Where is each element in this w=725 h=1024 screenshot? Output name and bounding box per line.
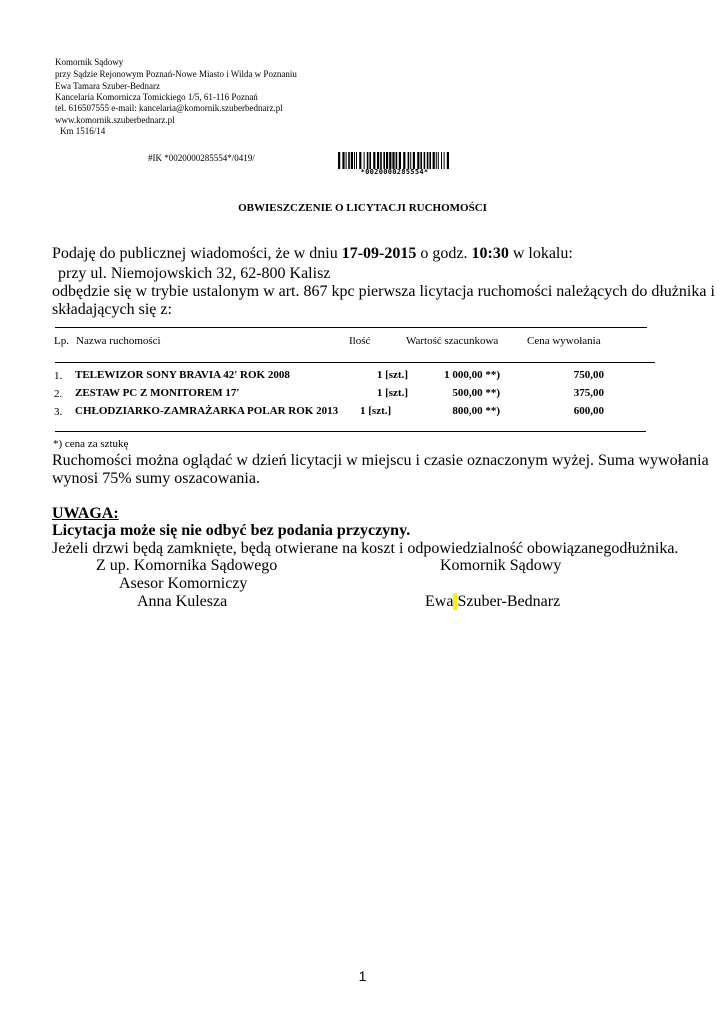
letterhead-line: Ewa Tamara Szuber-Bednarz	[55, 81, 160, 91]
warning-heading: UWAGA:	[52, 505, 119, 522]
row-qty: 1 [szt.]	[376, 387, 408, 399]
barcode	[338, 152, 451, 177]
col-name: Nazwa ruchomości	[76, 335, 161, 347]
intro-line-3: odbędzie się w trybie ustalonym w art. 867 kpc pierwsza licytacja ruchomości należących do dłużnika i	[52, 283, 715, 300]
row-name: CHŁODZIARKO-ZAMRAŻARKA POLAR ROK 2013	[75, 405, 339, 417]
case-number: Km 1516/14	[60, 126, 106, 136]
col-value: Wartość szacunkowa	[406, 335, 499, 347]
intro-line-1	[52, 245, 573, 263]
col-price: Cena wywołania	[527, 335, 601, 347]
intro-text: Podaję do publicznej wiadomości, że w dniu	[52, 245, 342, 262]
row-value: 800,00 **)	[452, 405, 500, 417]
signature-right-title: Komornik Sądowy	[440, 557, 562, 574]
row-qty: 1 [szt.]	[376, 369, 408, 381]
letterhead-line: przy Sądzie Rejonowym Poznań-Nowe Miasto i Wilda w Poznaniu	[55, 69, 297, 79]
signature-first-name: Ewa	[425, 593, 454, 610]
row-value: 500,00 **)	[452, 387, 500, 399]
barcode-number: *0020000285554*	[360, 168, 429, 176]
auction-date: 17-09-2015	[341, 245, 417, 262]
row-lp: 2.	[54, 388, 63, 400]
page-number: 1	[358, 968, 367, 984]
intro-text: o godz.	[416, 245, 472, 262]
col-lp: Lp.	[54, 335, 69, 347]
signature-left-line: Asesor Komorniczy	[119, 575, 248, 592]
viewing-line-2: wynosi 75% sumy oszacowania.	[52, 470, 260, 487]
auction-address: przy ul. Niemojowskich 32, 62-800 Kalisz	[58, 265, 331, 282]
row-price: 750,00	[573, 369, 604, 381]
letterhead-line: tel. 616507555 e-mail: kancelaria@komornik.szuberbednarz.pl	[55, 103, 283, 113]
letterhead-line: Komornik Sądowy	[55, 57, 124, 67]
signature-last-name: Szuber-Bednarz	[457, 593, 561, 610]
auction-time: 10:30	[471, 245, 509, 262]
letterhead-line: www.komornik.szuberbednarz.pl	[55, 115, 175, 125]
signature-left-name: Anna Kulesza	[137, 593, 228, 610]
row-qty: 1 [szt.]	[360, 405, 392, 417]
letterhead-line: Kancelaria Komornicza Tomickiego 1/5, 61-116 Poznań	[55, 92, 258, 102]
table-header-rule	[55, 362, 655, 363]
intro-text: w lokalu:	[508, 245, 573, 262]
page-title: OBWIESZCZENIE O LICYTACJI RUCHOMOŚCI	[238, 202, 487, 214]
footnote: *) cena za sztukę	[53, 438, 129, 450]
row-name: ZESTAW PC Z MONITOREM 17'	[75, 387, 240, 399]
viewing-line-1: Ruchomości można oglądać w dzień licytacji w miejscu i czasie oznaczonym wyżej. Suma wywołania	[52, 452, 709, 469]
row-lp: 3.	[54, 406, 63, 418]
table-bottom-rule	[55, 431, 646, 432]
signature-right-name	[425, 593, 560, 611]
signature-left-line: Z up. Komornika Sądowego	[96, 557, 278, 574]
row-lp: 1.	[54, 370, 63, 382]
ik-code: #IK *0020000285554*/0419/	[148, 153, 255, 163]
row-name: TELEWIZOR SONY BRAVIA 42' ROK 2008	[75, 369, 290, 381]
warning-bold-line: Licytacja może się nie odbyć bez podania przyczyny.	[52, 522, 411, 539]
warning-line: Jeżeli drzwi będą zamknięte, będą otwierane na koszt i odpowiedzialność obowiązanegodłużnika.	[52, 540, 679, 557]
table-top-rule	[55, 327, 647, 328]
row-value: 1 000,00 **)	[444, 369, 500, 381]
intro-line-4: składających się z:	[52, 301, 172, 318]
barcode-bars	[338, 152, 451, 169]
row-price: 375,00	[573, 387, 604, 399]
col-qty: Ilość	[349, 335, 371, 347]
row-price: 600,00	[573, 405, 604, 417]
